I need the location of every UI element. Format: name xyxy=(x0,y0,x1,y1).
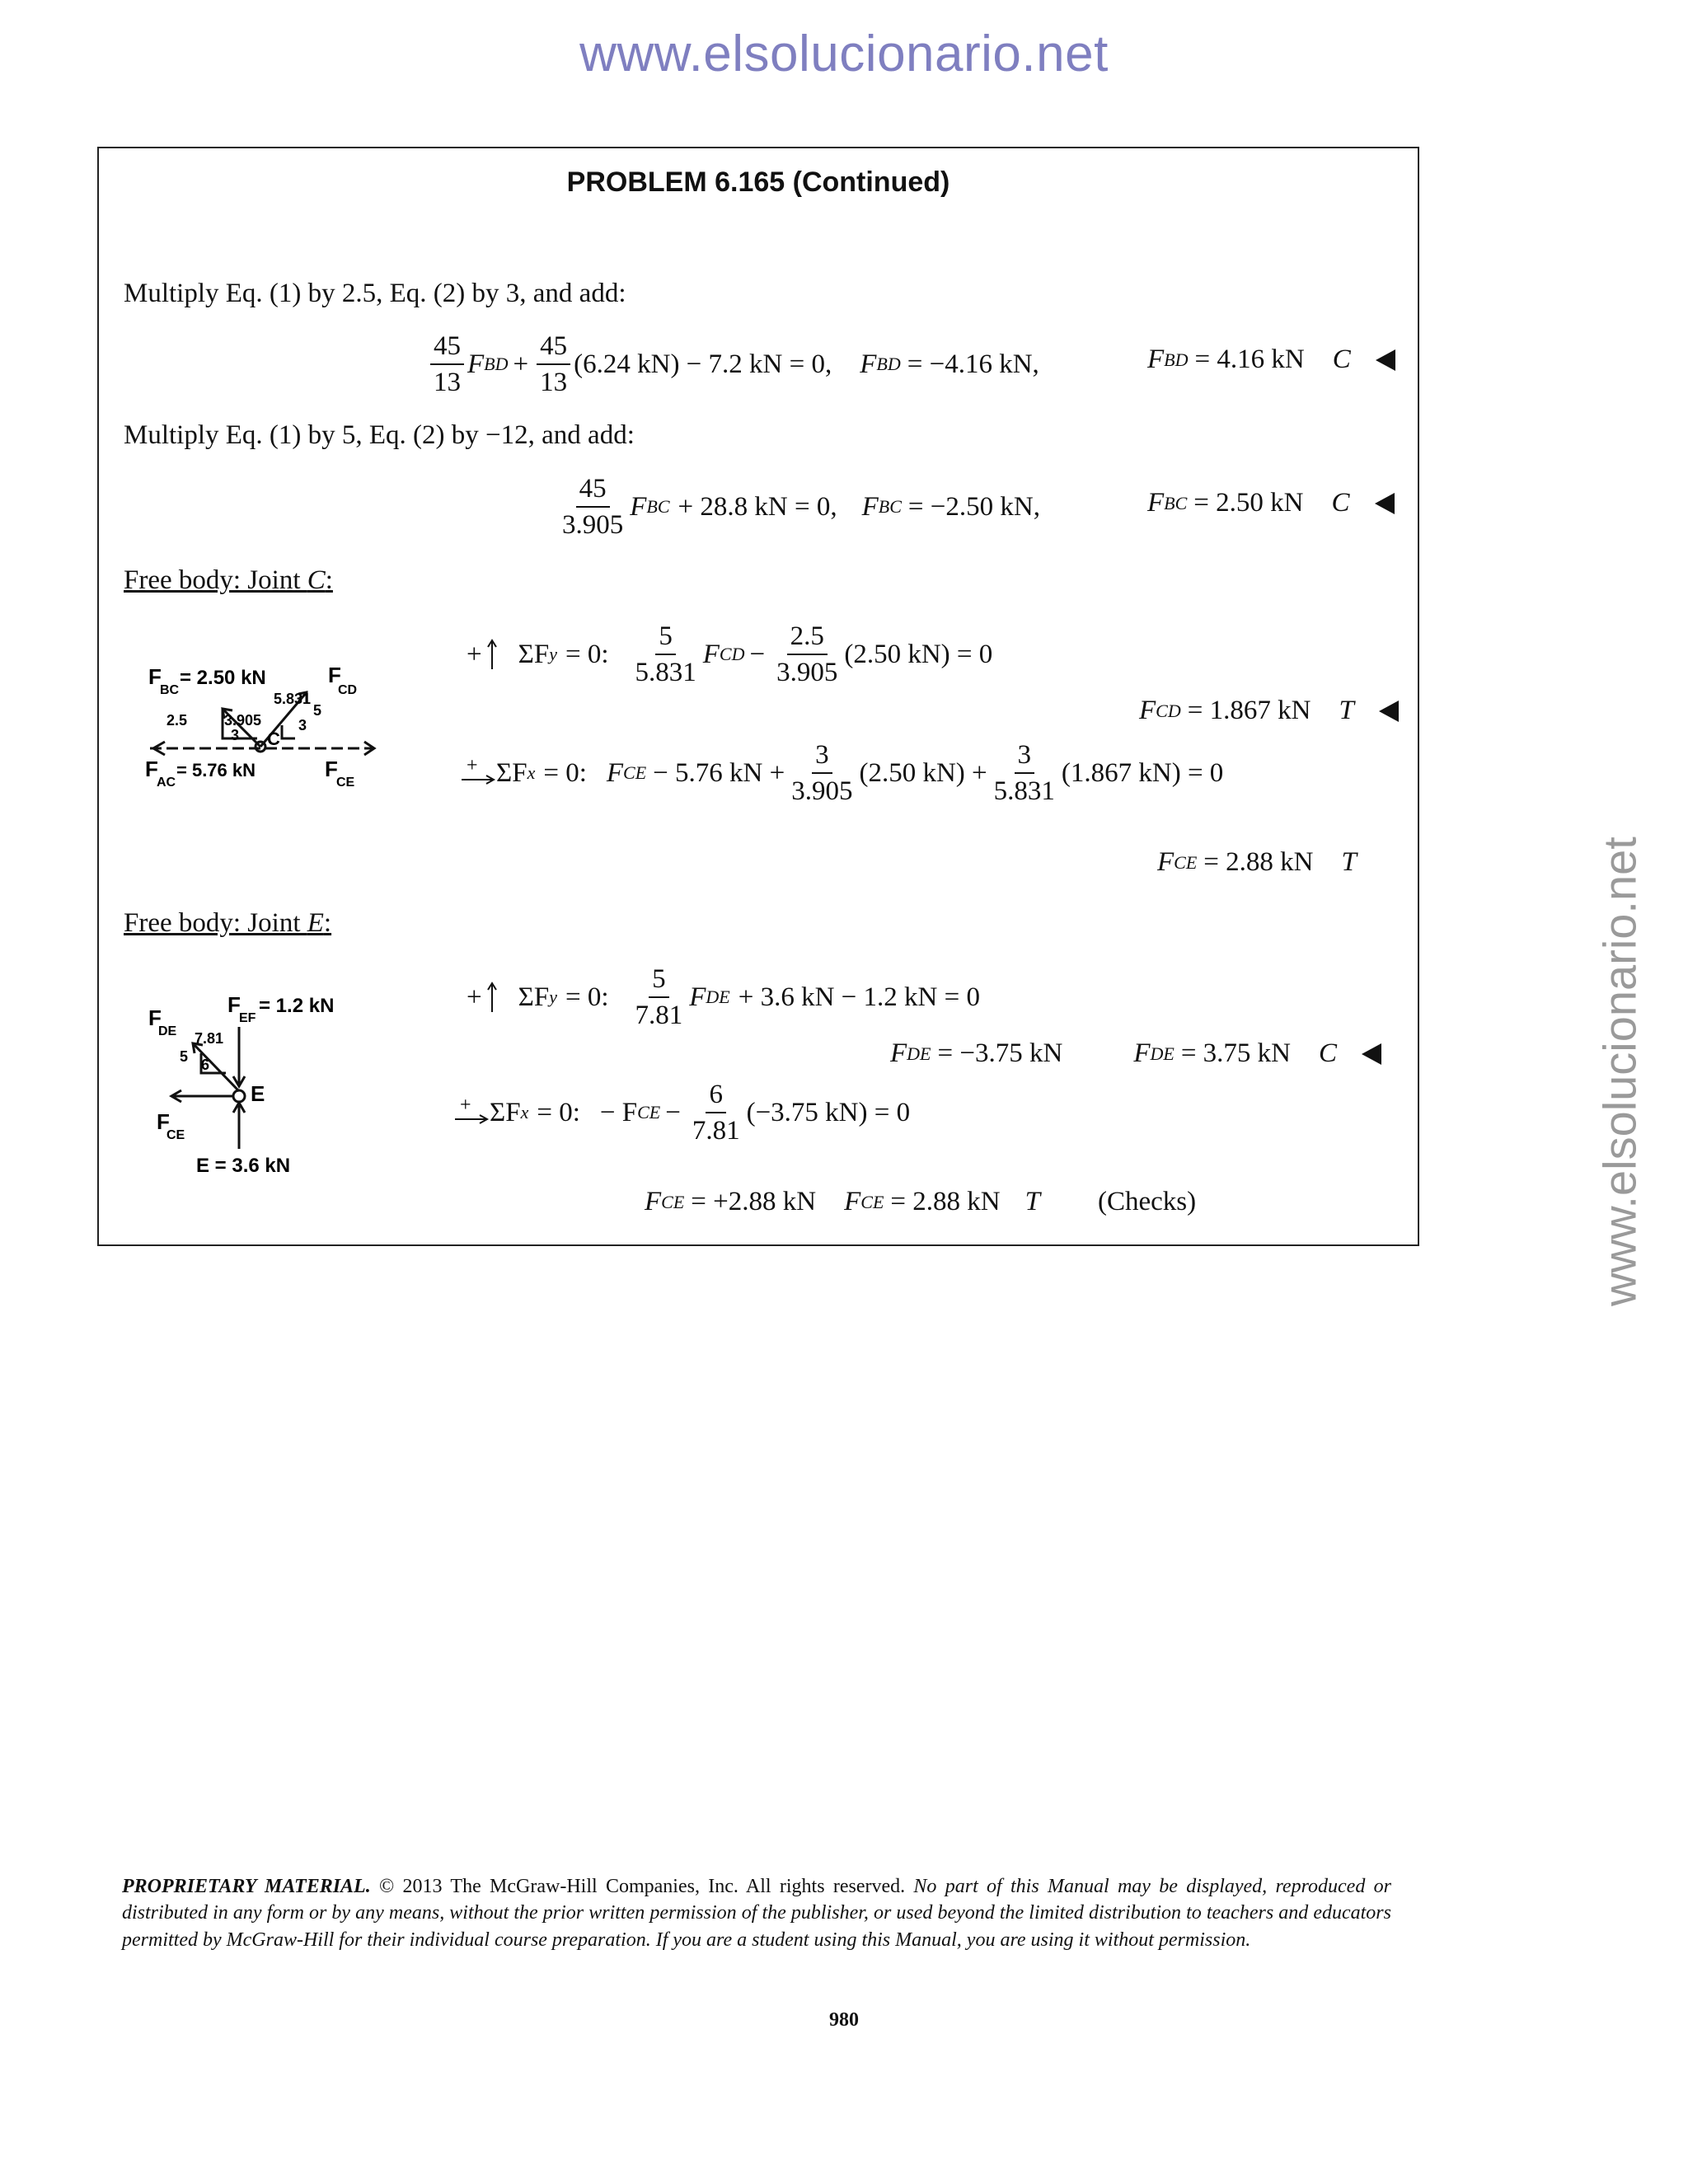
fraction: $\frac{3}{3.905}$ xyxy=(791,740,853,807)
up-arrow-icon xyxy=(482,981,518,1014)
answer-marker-icon xyxy=(1379,701,1399,722)
svg-text:F: F xyxy=(157,1109,170,1134)
fraction: $\frac{5}{5.831}$ xyxy=(635,621,696,688)
jointC-sum-fx: + ΣF x = 0: F CE − 5.76 kN + $\frac{3}{3.905}$ (2.50 kN) + $\frac{3}{5.831}$ (1.867 kN) = 0 xyxy=(460,740,1223,807)
result-fce: F CE = 2.88 kN T xyxy=(1157,847,1357,877)
fraction: $\frac{2.5}{3.905}$ xyxy=(776,621,838,688)
up-arrow-icon xyxy=(482,638,518,671)
svg-text:F: F xyxy=(227,994,241,1017)
right-arrow-icon xyxy=(460,757,496,790)
svg-text:E = 3.6 kN: E = 3.6 kN xyxy=(196,1155,291,1177)
problem-title: PROBLEM 6.165 (Continued) xyxy=(566,166,950,198)
jointC-sum-fy: + ΣF y = 0: $\frac{5}{5.831}$ F CD − $\frac{2.5}{3.905}$ (2.50 kN) = 0 xyxy=(467,621,993,688)
answer-marker-icon xyxy=(1375,493,1395,514)
svg-text:F: F xyxy=(328,663,341,687)
svg-text:2.5: 2.5 xyxy=(166,712,188,729)
svg-text:= 5.76 kN: = 5.76 kN xyxy=(176,760,256,780)
page-number: 980 xyxy=(829,2009,859,2031)
svg-text:CD: CD xyxy=(338,683,358,697)
jointC-heading: Free body: Joint C: xyxy=(124,565,333,595)
step1-text: Multiply Eq. (1) by 2.5, Eq. (2) by 3, and add: xyxy=(124,279,626,308)
svg-text:F: F xyxy=(325,757,338,781)
copyright-footer: PROPRIETARY MATERIAL. © 2013 The McGraw-Hill Companies, Inc. All rights reserved. No part of this Manual may be displayed, reproduced or distributed in any form or by any means, without the prior written permission of the publisher, or used beyond the limited distribution to teachers and educators permitted by McGraw-Hill for their individual course preparation. If you are a student using this Manual, you are using it without permission. xyxy=(122,1876,1391,1951)
svg-text:= 2.50 kN: = 2.50 kN xyxy=(180,667,266,689)
svg-text:5.831: 5.831 xyxy=(274,691,312,707)
svg-text:+: + xyxy=(467,757,478,777)
step2-equation: $\frac{45}{3.905}$ F BC + 28.8 kN = 0, F BC = −2.50 kN, xyxy=(556,474,1040,541)
svg-text:F: F xyxy=(148,1005,162,1030)
svg-text:+: + xyxy=(460,1096,471,1117)
svg-text:BC: BC xyxy=(160,683,180,697)
svg-text:F: F xyxy=(148,664,162,689)
jointC-free-body-diagram xyxy=(142,659,389,804)
watermark-side: www.elsolucionario.net xyxy=(1593,837,1646,1306)
svg-text:C: C xyxy=(267,729,280,749)
result-fbc: F BC = 2.50 kN C xyxy=(1147,488,1395,518)
svg-text:3.905: 3.905 xyxy=(224,712,262,729)
answer-marker-icon xyxy=(1376,349,1395,371)
svg-text:E: E xyxy=(251,1081,265,1106)
svg-text:7.81: 7.81 xyxy=(195,1030,224,1047)
svg-text:5: 5 xyxy=(313,702,322,719)
result-fde: F DE = −3.75 kN F DE = 3.75 kN C xyxy=(890,1038,1381,1069)
jointE-sum-fy: + ΣF y = 0: $\frac{5}{7.81}$ F DE + 3.6 kN − 1.2 kN = 0 xyxy=(467,964,980,1031)
svg-text:5: 5 xyxy=(180,1048,189,1065)
svg-text:CE: CE xyxy=(166,1128,185,1142)
svg-text:6: 6 xyxy=(201,1057,210,1073)
svg-text:= 1.2 kN: = 1.2 kN xyxy=(259,995,335,1017)
result-fcd: F CD = 1.867 kN T xyxy=(1139,696,1399,726)
svg-text:DE: DE xyxy=(158,1024,177,1038)
right-arrow-icon xyxy=(453,1096,490,1129)
fraction: $\frac{6}{7.81}$ xyxy=(692,1080,740,1146)
fraction: $\frac{3}{5.831}$ xyxy=(993,740,1055,807)
fraction: $\frac{45}{13}$ xyxy=(537,331,570,398)
jointE-heading: Free body: Joint E: xyxy=(124,908,332,938)
watermark-top: www.elsolucionario.net xyxy=(579,26,1109,82)
svg-text:3: 3 xyxy=(231,727,240,743)
fraction: $\frac{45}{3.905}$ xyxy=(562,474,624,541)
step1-equation: $\frac{45}{13}$ F BD + $\frac{45}{13}$ (6.24 kN) − 7.2 kN = 0, F BD = −4.16 kN, xyxy=(427,331,1039,398)
jointE-free-body-diagram xyxy=(147,994,361,1188)
svg-text:3: 3 xyxy=(298,717,307,733)
answer-marker-icon xyxy=(1362,1043,1381,1065)
svg-text:F: F xyxy=(145,757,158,781)
fraction: $\frac{45}{13}$ xyxy=(430,331,464,398)
jointE-sum-fx: + ΣF x = 0: − F CE − $\frac{6}{7.81}$ (−3.75 kN) = 0 xyxy=(453,1080,910,1146)
result-fbd: F BD = 4.16 kN C xyxy=(1147,344,1395,375)
svg-text:AC: AC xyxy=(157,776,176,790)
svg-text:EF: EF xyxy=(239,1011,256,1025)
result-fce-check: F CE = +2.88 kN F CE = 2.88 kN T (Checks) xyxy=(645,1187,1197,1216)
step2-text: Multiply Eq. (1) by 5, Eq. (2) by −12, and add: xyxy=(124,420,635,450)
svg-text:CE: CE xyxy=(336,776,355,790)
fraction: $\frac{5}{7.81}$ xyxy=(635,964,683,1031)
solution-panel xyxy=(97,147,1419,1246)
